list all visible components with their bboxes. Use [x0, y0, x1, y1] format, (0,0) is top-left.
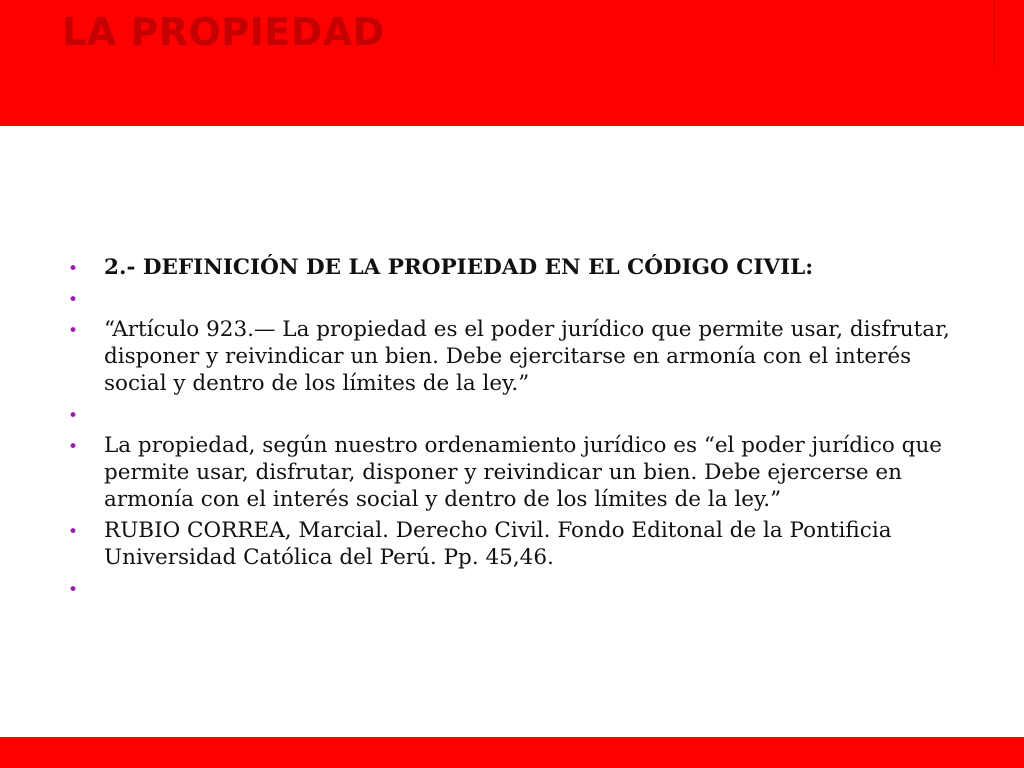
bullet-text: RUBIO CORREA, Marcial. Derecho Civil. Fondo Editonal de la Pontificia Universidad Católica del Perú. Pp. 45,46. [104, 518, 892, 570]
footer-band [0, 737, 1024, 768]
bullet-dot-icon: • [68, 321, 79, 341]
bullet-dot-icon: • [68, 290, 79, 310]
bullet-item-empty [68, 575, 978, 602]
bullet-dot-icon: • [68, 406, 79, 426]
bullet-list [68, 254, 978, 606]
bullet-item-explanation [68, 432, 978, 513]
bullet-item-empty [68, 401, 978, 428]
bullet-item-definition-heading [68, 254, 978, 281]
bullet-dot-icon: • [68, 522, 79, 542]
bullet-text: La propiedad, según nuestro ordenamiento jurídico es “el poder jurídico que permite usar, disfrutar, disponer y reivindicar un bien. Debe ejercerse en armonía con el interés social y dentro de los límites de la ley.” [104, 433, 943, 512]
bullet-text: 2.- DEFINICIÓN DE LA PROPIEDAD EN EL CÓDIGO CIVIL: [104, 255, 814, 280]
bullet-item-empty [68, 285, 978, 312]
bullet-dot-icon: • [68, 437, 79, 457]
bullet-text: “Artículo 923.— La propiedad es el poder jurídico que permite usar, disfrutar, disponer y reivindicar un bien. Debe ejercitarse en armonía con el interés social y dentro de los límites de la ley.” [104, 317, 950, 396]
bullet-item-citation [68, 517, 978, 571]
header-band [0, 0, 1024, 126]
slide-title: LA PROPIEDAD [62, 10, 385, 54]
bullet-dot-icon: • [68, 259, 79, 279]
bullet-item-article-923 [68, 316, 978, 397]
bullet-dot-icon: • [68, 580, 79, 600]
header-divider [993, 0, 995, 66]
